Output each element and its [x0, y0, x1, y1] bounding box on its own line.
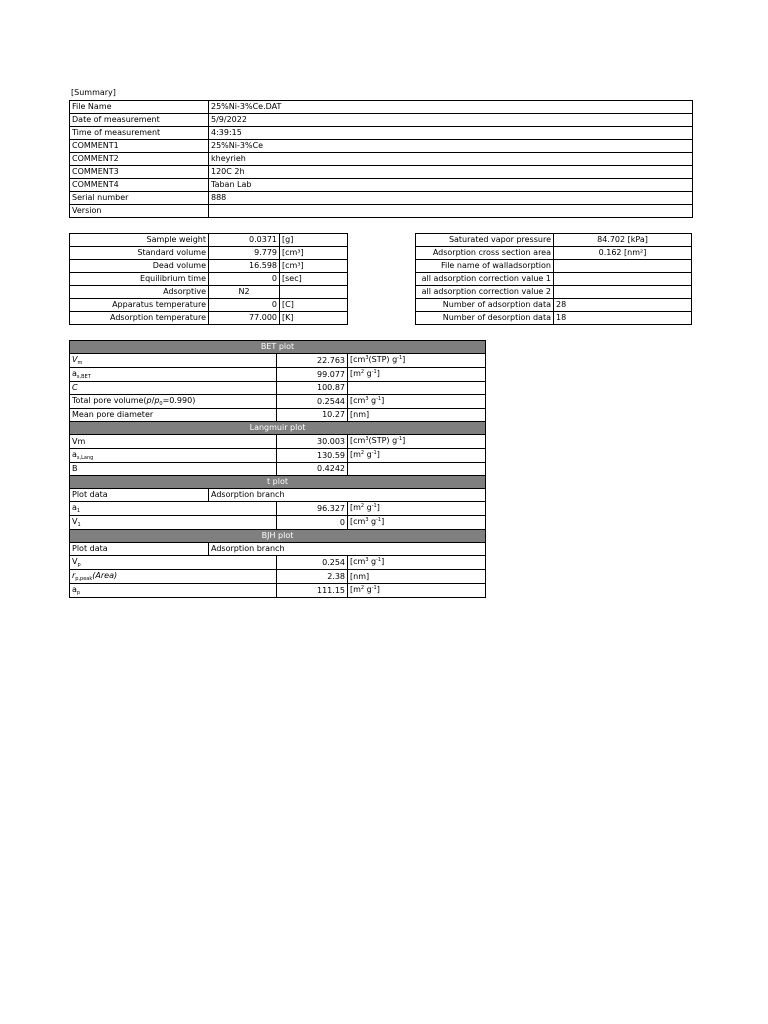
bet-tpv-value: 0.2544	[277, 395, 348, 409]
sample-parameter-value: 0.0371	[209, 234, 280, 247]
sample-parameter-label: Apparatus temperature	[70, 299, 209, 312]
tplot-v1-value: 0	[277, 516, 348, 530]
sample-parameter-label: Dead volume	[70, 260, 209, 273]
summary-label: Date of measurement	[70, 114, 209, 127]
bet-as-unit: [$m^2$ $g^{-1}$]	[348, 368, 486, 382]
bet-as-value: 99.077	[277, 368, 348, 382]
bjh-rp-peak-label: $r_{p,peak}(Area)$	[70, 570, 277, 584]
tplot-plot-data-value: Adsorption branch	[209, 489, 486, 502]
sample-parameter-row	[70, 273, 348, 286]
results-table	[69, 340, 486, 598]
summary-row	[70, 166, 693, 179]
sample-parameter-row	[70, 260, 348, 273]
summary-row	[70, 153, 693, 166]
bjh-row-ap	[70, 584, 486, 598]
summary-row	[70, 205, 693, 218]
tplot-plot-data-label: Plot data	[70, 489, 209, 502]
instrument-parameter-row	[416, 312, 692, 325]
sample-parameter-unit: [g]	[280, 234, 348, 247]
bjh-plot-data-label: Plot data	[70, 543, 209, 556]
bet-c-label: C	[70, 382, 277, 395]
summary-value: 888	[209, 192, 693, 205]
langmuir-as-value: 130.59	[277, 449, 348, 463]
sample-parameter-value: 0	[209, 299, 280, 312]
langmuir-vm-label: Vm	[70, 435, 277, 449]
sample-parameter-row	[70, 247, 348, 260]
instrument-parameter-value: 0.162 [nm²]	[554, 247, 692, 260]
bjh-ap-unit: [$m^2$ $g^{-1}$]	[348, 584, 486, 598]
bet-tpv-unit: [$cm^3$ $g^{-1}$]	[348, 395, 486, 409]
instrument-parameter-label: Saturated vapor pressure	[416, 234, 554, 247]
instrument-parameter-row	[416, 273, 692, 286]
summary-row	[70, 140, 693, 153]
langmuir-as-unit: [$m^2$ $g^{-1}$]	[348, 449, 486, 463]
sample-parameter-value: 16.598	[209, 260, 280, 273]
sample-parameter-row	[70, 312, 348, 325]
tplot-row-plot-data	[70, 489, 486, 502]
tplot-a1-unit: [$m^2$ $g^{-1}$]	[348, 502, 486, 516]
bjh-row-vp	[70, 556, 486, 570]
summary-label: Time of measurement	[70, 127, 209, 140]
instrument-parameter-row	[416, 247, 692, 260]
instrument-parameter-value: 84.702 [kPa]	[554, 234, 692, 247]
bet-row-c	[70, 382, 486, 395]
summary-row	[70, 179, 693, 192]
instrument-parameter-label: all adsorption correction value 1	[416, 273, 554, 286]
bjh-plot-header: BJH plot	[70, 530, 486, 543]
tplot-a1-label: $a_1$	[70, 502, 277, 516]
bet-vm-label: $V_m$	[70, 354, 277, 368]
langmuir-as-label: $a_{s,Lang}$	[70, 449, 277, 463]
sample-parameter-row	[70, 234, 348, 247]
summary-table	[69, 100, 693, 218]
instrument-parameter-value	[554, 260, 692, 273]
langmuir-row-as	[70, 449, 486, 463]
bjh-row-plot-data	[70, 543, 486, 556]
instrument-parameter-label: Number of adsorption data	[416, 299, 554, 312]
bet-as-label: $a_{s,BET}$	[70, 368, 277, 382]
sample-parameter-label: Adsorption temperature	[70, 312, 209, 325]
bet-tpv-label: Total pore $volume(p/p_0=0.990)$	[70, 395, 277, 409]
bet-mpd-unit: [nm]	[348, 409, 486, 422]
sample-parameter-value: 0	[209, 273, 280, 286]
summary-value: 25%Ni-3%Ce.DAT	[209, 101, 693, 114]
t-plot-header: t plot	[70, 476, 486, 489]
bet-plot-header: BET plot	[70, 341, 486, 354]
instrument-parameter-label: all adsorption correction value 2	[416, 286, 554, 299]
bjh-plot-data-value: Adsorption branch	[209, 543, 486, 556]
sample-parameter-label: Adsorptive	[70, 286, 209, 299]
bjh-vp-value: 0.254	[277, 556, 348, 570]
bjh-ap-value: 111.15	[277, 584, 348, 598]
tplot-row-v1	[70, 516, 486, 530]
sample-parameter-unit	[280, 286, 348, 299]
sample-parameter-unit: [C]	[280, 299, 348, 312]
bet-c-unit	[348, 382, 486, 395]
instrument-parameter-value	[554, 273, 692, 286]
sample-parameter-unit: [cm³]	[280, 247, 348, 260]
summary-label: COMMENT1	[70, 140, 209, 153]
summary-label: COMMENT2	[70, 153, 209, 166]
sample-parameter-unit: [K]	[280, 312, 348, 325]
bjh-row-rp-peak	[70, 570, 486, 584]
tplot-row-a1	[70, 502, 486, 516]
sample-parameter-label: Equilibrium time	[70, 273, 209, 286]
langmuir-plot-header: Langmuir plot	[70, 422, 486, 435]
langmuir-row-b	[70, 463, 486, 476]
sample-parameter-unit: [sec]	[280, 273, 348, 286]
sample-parameter-row	[70, 299, 348, 312]
summary-value: 120C 2h	[209, 166, 693, 179]
instrument-parameter-value: 28	[554, 299, 692, 312]
summary-value: kheyrieh	[209, 153, 693, 166]
bet-row-total-pore-volume	[70, 395, 486, 409]
bjh-vp-unit: [$cm^3$ $g^{-1}$]	[348, 556, 486, 570]
bet-mpd-value: 10.27	[277, 409, 348, 422]
bjh-rp-peak-unit: [nm]	[348, 570, 486, 584]
langmuir-b-unit	[348, 463, 486, 476]
instrument-parameter-row	[416, 260, 692, 273]
summary-row	[70, 114, 693, 127]
tplot-v1-label: $V_1$	[70, 516, 277, 530]
sample-parameter-value: N2	[209, 286, 280, 299]
summary-label: Serial number	[70, 192, 209, 205]
sample-parameter-value: 77.000	[209, 312, 280, 325]
langmuir-vm-unit: [$cm^3(STP)$ $g^{-1}$]	[348, 435, 486, 449]
sample-parameter-row	[70, 286, 348, 299]
sample-parameter-label: Sample weight	[70, 234, 209, 247]
bet-vm-value: 22.763	[277, 354, 348, 368]
summary-value: Taban Lab	[209, 179, 693, 192]
bet-c-value: 100.87	[277, 382, 348, 395]
bjh-vp-label: $V_p$	[70, 556, 277, 570]
summary-row	[70, 127, 693, 140]
instrument-parameter-label: Adsorption cross section area	[416, 247, 554, 260]
summary-row	[70, 101, 693, 114]
langmuir-vm-value: 30.003	[277, 435, 348, 449]
summary-value: 4:39:15	[209, 127, 693, 140]
bet-vm-unit: [$cm^3(STP)$ $g^{-1}$]	[348, 354, 486, 368]
instrument-parameter-row	[416, 234, 692, 247]
summary-label: Version	[70, 205, 209, 218]
sample-parameter-unit: [cm³]	[280, 260, 348, 273]
bet-mpd-label: Mean pore diameter	[70, 409, 277, 422]
langmuir-b-value: 0.4242	[277, 463, 348, 476]
summary-label: COMMENT4	[70, 179, 209, 192]
summary-row	[70, 192, 693, 205]
summary-title: [Summary]	[71, 88, 116, 97]
summary-label: COMMENT3	[70, 166, 209, 179]
instrument-parameter-row	[416, 299, 692, 312]
instrument-parameter-row	[416, 286, 692, 299]
summary-label: File Name	[70, 101, 209, 114]
summary-value	[209, 205, 693, 218]
summary-value: 25%Ni-3%Ce	[209, 140, 693, 153]
tplot-a1-value: 96.327	[277, 502, 348, 516]
sample-parameter-label: Standard volume	[70, 247, 209, 260]
langmuir-b-label: B	[70, 463, 277, 476]
bet-row-vm	[70, 354, 486, 368]
instrument-parameter-label: File name of walladsorption	[416, 260, 554, 273]
instrument-parameter-value: 18	[554, 312, 692, 325]
tplot-v1-unit: [$cm^3$ $g^{-1}$]	[348, 516, 486, 530]
sample-parameter-value: 9.779	[209, 247, 280, 260]
instrument-parameters-table	[415, 233, 692, 325]
langmuir-row-vm	[70, 435, 486, 449]
sample-parameters-table	[69, 233, 348, 325]
summary-value: 5/9/2022	[209, 114, 693, 127]
bet-row-mean-pore-diameter	[70, 409, 486, 422]
bjh-ap-label: $a_p$	[70, 584, 277, 598]
instrument-parameter-value	[554, 286, 692, 299]
bet-row-as	[70, 368, 486, 382]
instrument-parameter-label: Number of desorption data	[416, 312, 554, 325]
bjh-rp-peak-value: 2.38	[277, 570, 348, 584]
